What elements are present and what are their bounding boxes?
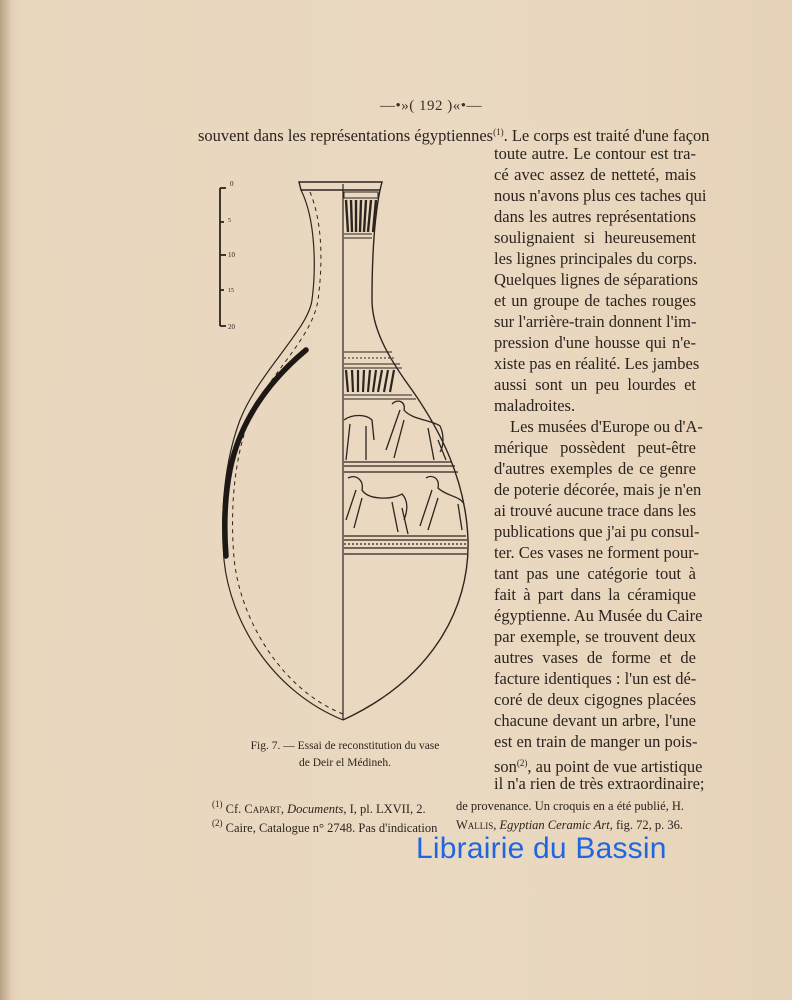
text-line: facture identiques : l'un est dé- bbox=[494, 669, 697, 688]
text-line: les lignes principales du corps. bbox=[494, 249, 697, 268]
scale-label-10: 10 bbox=[228, 251, 235, 259]
vase-rim bbox=[299, 182, 382, 190]
text-line: toute autre. Le contour est tra- bbox=[494, 144, 696, 163]
scale-label-5: 5 bbox=[228, 218, 231, 224]
text-line: aussi sont un peu lourdes et bbox=[494, 375, 696, 394]
text-line: égyptienne. Au Musée du Caire bbox=[494, 606, 703, 625]
footnote-1: $^{(1)}$ Cf. Capart, Documents, I, pl. LXVII, 2. bbox=[212, 799, 426, 816]
horse-frieze-upper bbox=[344, 401, 458, 472]
text-line: il n'a rien de très extraordinaire; bbox=[494, 774, 705, 793]
text-line: publications que j'ai pu consul- bbox=[494, 522, 700, 541]
text-line: sur l'arrière-train donnent l'im- bbox=[494, 312, 697, 331]
text-line: dans les autres représentations bbox=[494, 207, 696, 226]
text-line: chacune devant un arbre, l'une bbox=[494, 711, 696, 730]
figure-caption bbox=[230, 738, 460, 772]
first-text-line: souvent dans les représentations égyptiennes$^{(1)}$. Le corps est traité d'une façon bbox=[198, 126, 710, 145]
footnote-2: $^{(2)}$ Caire, Catalogue n° 2748. Pas d'indication bbox=[212, 818, 438, 835]
text-line: mérique possèdent peut-être bbox=[494, 438, 696, 457]
text-line: maladroites. bbox=[494, 396, 576, 415]
text-line: est en train de manger un pois- bbox=[494, 732, 698, 751]
text-line: xiste pas en réalité. Les jambes bbox=[494, 354, 700, 373]
text-line: de poterie décorée, mais je n'en bbox=[494, 480, 702, 499]
scale-bar bbox=[220, 188, 226, 326]
text-line: ai trouvé aucune trace dans les bbox=[494, 501, 697, 520]
text-line: soulignaient si heureusement bbox=[494, 228, 696, 247]
text-line: cé avec assez de netteté, mais bbox=[494, 165, 696, 184]
text-line: autres vases de forme et de bbox=[494, 648, 696, 667]
watermark-text: Librairie du Bassin bbox=[416, 832, 667, 865]
vase-right-outline bbox=[343, 190, 468, 720]
footnote-ref-2[interactable]: (2) bbox=[516, 758, 528, 768]
page-number: —•»( 192 )«•— bbox=[380, 98, 482, 114]
scale-label-15: 15 bbox=[228, 288, 234, 294]
text-line: par exemple, se trouvent deux bbox=[494, 627, 696, 646]
text-line: fait à part dans la céramique bbox=[494, 585, 696, 604]
text-line: nous n'avons plus ces taches qui bbox=[494, 186, 707, 205]
text-line: d'autres exemples de ce genre bbox=[494, 459, 696, 478]
text-line: tant pas une catégorie tout à bbox=[494, 564, 696, 583]
footnote-2-continued-2: Wallis, Egyptian Ceramic Art, fig. 72, p. 36. bbox=[456, 818, 683, 832]
scale-label-0: 0 bbox=[230, 180, 234, 188]
text-line-indent: Les musées d'Europe ou d'A- bbox=[510, 417, 703, 436]
text-line: Quelques lignes de séparations bbox=[494, 270, 698, 289]
text-line: ter. Ces vases ne forment pour- bbox=[494, 543, 699, 562]
shoulder-band bbox=[344, 352, 416, 399]
horse-frieze-lower bbox=[344, 476, 467, 554]
text-line: coré de deux cigognes placées bbox=[494, 690, 696, 709]
figure-caption-line-1: Fig. 7. — Essai de reconstitution du vase bbox=[250, 740, 440, 752]
text-line: son$^{(2)}$, au point de vue artistique bbox=[494, 757, 703, 776]
footnote-2-continued: de provenance. Un croquis en a été publié, H. bbox=[456, 799, 685, 813]
vase-sherd-fragment bbox=[225, 350, 306, 556]
scale-label-20: 20 bbox=[228, 323, 235, 331]
vase-left-outline bbox=[223, 190, 343, 720]
text-line: et un groupe de taches rouges bbox=[494, 291, 696, 310]
figure-caption-line-2: de Deir el Médineh. bbox=[299, 757, 391, 769]
neck-decoration bbox=[344, 192, 378, 238]
footnote-ref-1[interactable]: (1) bbox=[493, 127, 504, 137]
text-line: pression d'une housse qui n'e- bbox=[494, 333, 696, 352]
